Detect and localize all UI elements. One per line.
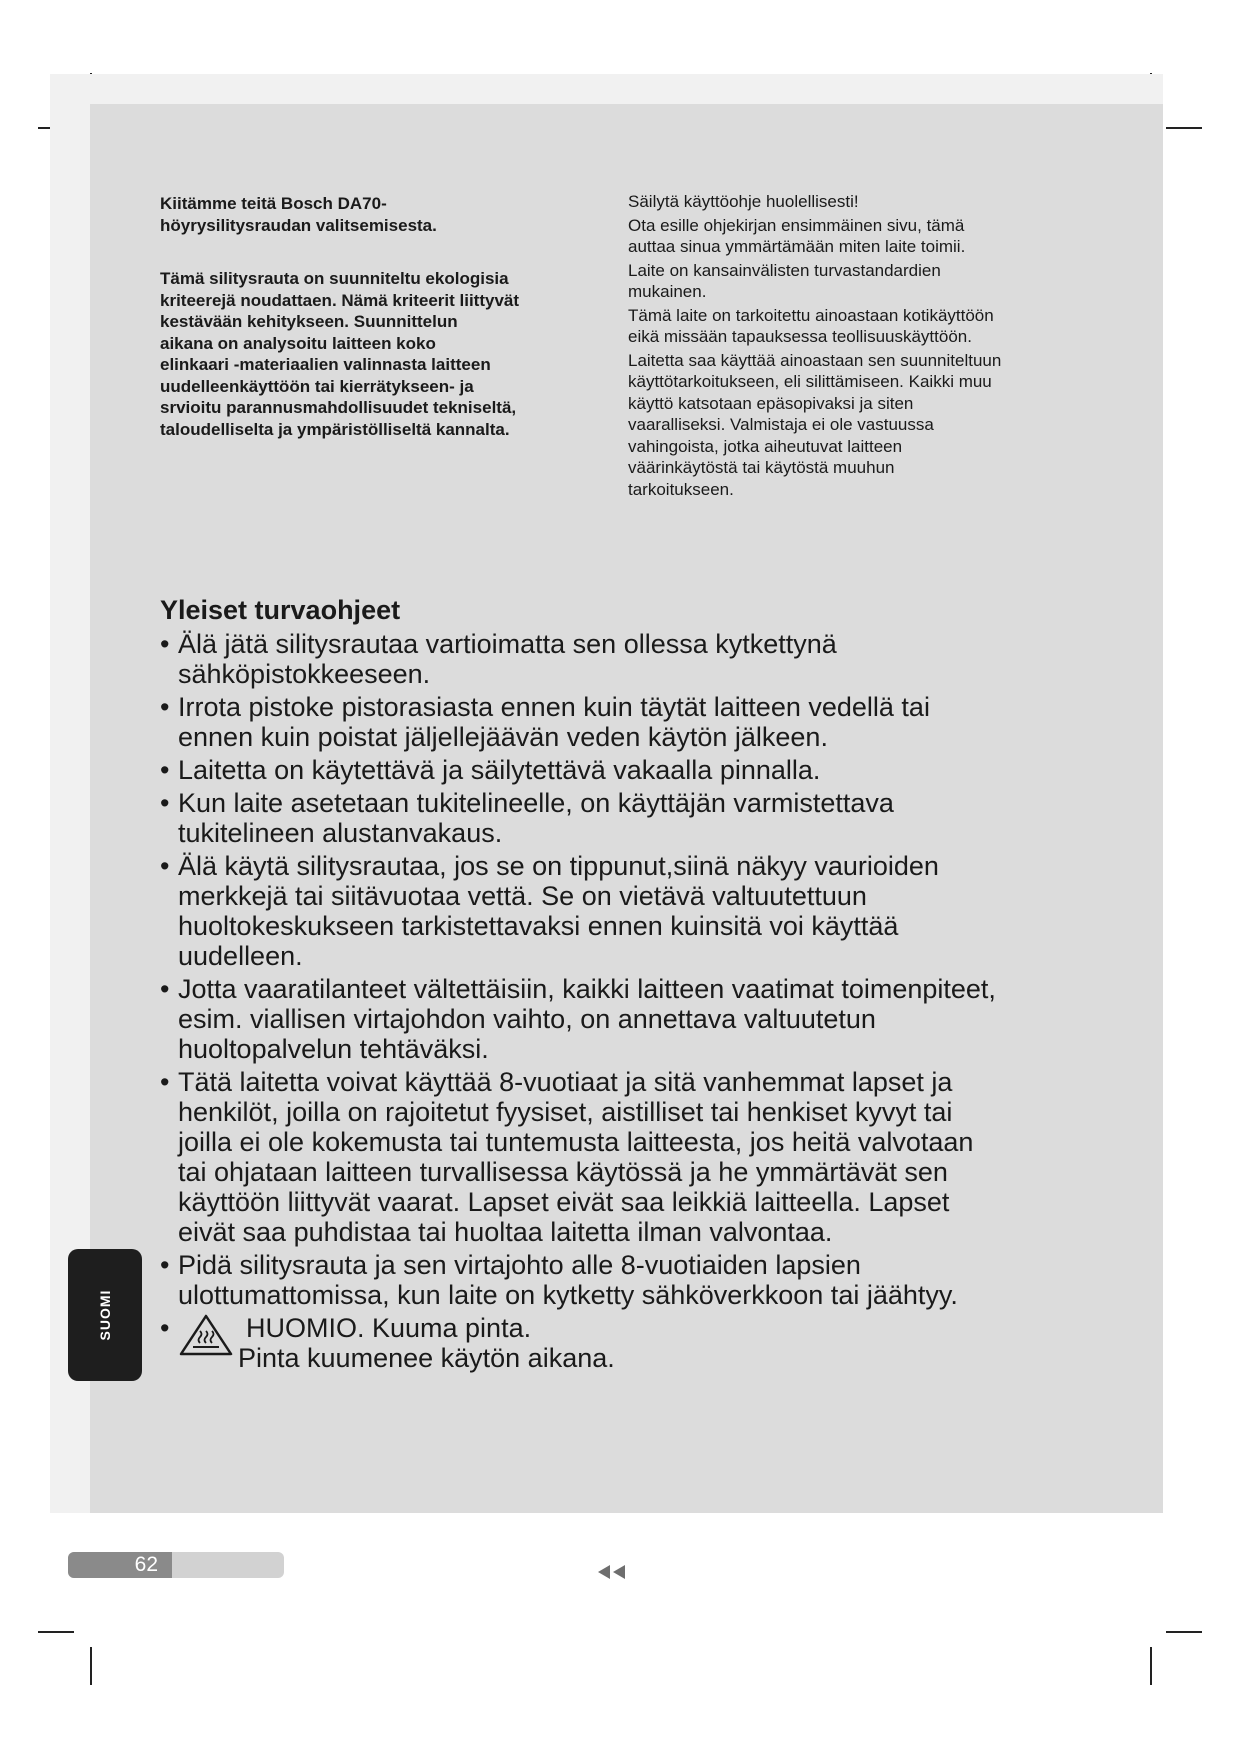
intro-paragraph: Kiitämme teitä Bosch DA70- höyrysilitysraudan valitsemisesta. [160,194,437,235]
double-left-arrow-icon[interactable] [596,1563,630,1581]
warning-line-1: HUOMIO. Kuuma pinta. [246,1313,532,1343]
list-item-text: Jotta vaaratilanteet vältettäisiin, kaikki laitteen vaatimat toimenpiteet, esim. viallisen virtajohdon vaihto, on annettava valtuutetun huoltopalvelun tehtäväksi. [178,974,996,1064]
intro-paragraph: Ota esille ohjekirjan ensimmäinen sivu, tämä auttaa sinua ymmärtämään miten laite toimii. [628,215,966,256]
bullet: • [160,974,170,1004]
safety-list [160,629,1090,1310]
crop-mark [1150,1647,1152,1685]
bullet: • [160,851,170,881]
list-item-text: Pidä silitysrauta ja sen virtajohto alle 8-vuotiaiden lapsien ulottumattomissa, kun laite on kytketty sähköverkkoon tai jäähtyy. [178,1250,958,1310]
intro-right-column [628,191,1088,502]
hot-surface-warning-icon [178,1313,234,1357]
list-item [160,1250,1090,1310]
bullet: • [160,692,170,722]
warning-item [160,1313,1090,1373]
list-item [160,1313,1090,1373]
crop-mark [1166,127,1202,129]
bullet: • [160,629,170,659]
list-item [160,629,1090,689]
page-shadow [50,74,1163,104]
bullet: • [160,1313,170,1343]
list-item [160,788,1090,848]
intro-paragraph: Säilytä käyttöohje huolellisesti! [628,192,859,211]
list-item [160,974,1090,1064]
list-item-text: Kun laite asetetaan tukitelineelle, on käyttäjän varmistettava tukitelineen alustanvakaus. [178,788,894,848]
intro-paragraph: Tämä silitysrauta on suunniteltu ekologisia kriteerejä noudattaen. Nämä kriteerit liittyvät kestävään kehitykseen. Suunnittelun aikana on analysoitu laitteen koko elinkaari -materiaalien valinnasta laitteen uudelleenkäyttöön tai kierrätykseen- ja srvioitu parannusmahdollisuudet tekniseltä, taloudelliselta ja ympäristölliseltä kannalta. [160,269,520,439]
bullet: • [160,788,170,818]
intro-paragraph: Laitetta saa käyttää ainoastaan sen suunniteltuun käyttötarkoitukseen, eli silittämiseen. Kaikki muu käyttö katsotaan epäsopivaksi ja siten vaaralliseksi. Valmistaja ei ole vastuussa vahingoista, jotka aiheutuvat laitteen väärinkäytöstä tai käytöstä muuhun tarkoitukseen. [628,350,1002,499]
crop-mark [1166,1631,1202,1633]
list-item-text: Älä jätä silitysrautaa vartioimatta sen ollessa kytkettynä sähköpistokkeeseen. [178,629,837,689]
intro-paragraph: Tämä laite on tarkoitettu ainoastaan kotikäyttöön eikä missään tapauksessa teollisuuskäyttöön. [628,305,994,346]
crop-mark [90,1647,92,1685]
page-number: 62 [68,1552,172,1578]
intro-paragraph: Laite on kansainvälisten turvastandardien mukainen. [628,260,941,301]
list-item [160,1067,1090,1247]
section-title: Yleiset turvaohjeet [160,595,401,625]
bullet: • [160,1250,170,1280]
page-number-bar [68,1552,284,1578]
intro-left-column [160,193,600,472]
language-tab [68,1249,142,1381]
list-item-text: Laitetta on käytettävä ja säilytettävä vakaalla pinnalla. [178,755,821,785]
bullet: • [160,755,170,785]
warning-line-2: Pinta kuumenee käytön aikana. [238,1343,615,1373]
list-item-text: Tätä laitetta voivat käyttää 8-vuotiaat ja sitä vanhemmat lapset ja henkilöt, joilla on rajoitetut fyysiset, aistilliset tai henkiset kyvyt tai joilla ei ole kokemusta tai tuntemusta laitteesta, jos heitä valvotaan tai ohjataan laitteen turvallisessa käytössä ja he ymmärtävät sen käyttöön liittyvät vaarat. Lapset eivät saa leikkiä laitteella. Lapset eivät saa puhdistaa tai huoltaa laitetta ilman valvontaa. [178,1067,974,1247]
crop-mark [38,1631,74,1633]
safety-section [160,593,1090,1376]
language-label: SUOMI [97,1289,113,1341]
list-item [160,755,1090,785]
list-item-text: Irrota pistoke pistorasiasta ennen kuin täytät laitteen vedellä tai ennen kuin poistat jäljellejäävän veden käytön jälkeen. [178,692,930,752]
list-item [160,851,1090,971]
list-item-text: Älä käytä silitysrautaa, jos se on tippunut,siinä näkyy vaurioiden merkkejä tai siitävuotaa vettä. Se on vietävä valtuutettuun huoltokeskukseen tarkistettavaksi ennen kuinsitä voi käyttää uudelleen. [178,851,939,971]
list-item [160,692,1090,752]
bullet: • [160,1067,170,1097]
